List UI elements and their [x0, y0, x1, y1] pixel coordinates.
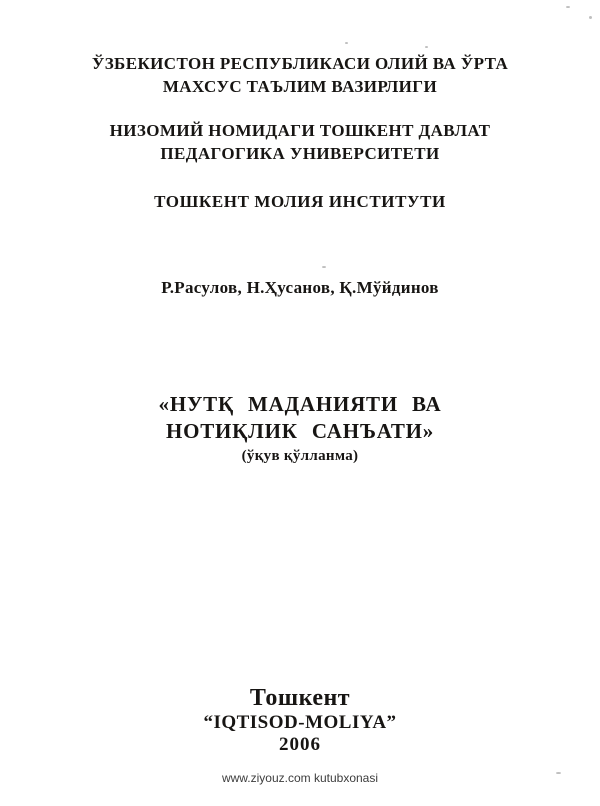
institute-heading — [0, 190, 600, 213]
scan-speck — [322, 266, 326, 268]
imprint-publisher: “IQTISOD-MOLIYA” — [203, 712, 397, 733]
book-title — [0, 391, 600, 466]
ministry-line-2: МАХСУС ТАЪЛИМ ВАЗИРЛИГИ — [162, 77, 438, 96]
institute-line: ТОШКЕНТ МОЛИЯ ИНСТИТУТИ — [154, 192, 446, 211]
authors-line: Р.Расулов, Н.Ҳусанов, Қ.Мўйдинов — [161, 278, 439, 297]
imprint-year: 2006 — [279, 734, 321, 755]
scan-speck — [556, 772, 561, 774]
scan-speck — [589, 16, 592, 19]
book-subtitle: (ўқув қўлланма) — [241, 448, 359, 464]
imprint-block — [0, 684, 600, 756]
university-line-2: ПЕДАГОГИКА УНИВЕРСИТЕТИ — [160, 144, 440, 163]
scan-speck — [425, 46, 428, 48]
book-title-line-1: «НУТҚ МАДАНИЯТИ ВА — [158, 392, 442, 416]
ministry-heading — [0, 52, 600, 98]
imprint-city: Тошкент — [249, 685, 351, 711]
scan-speck — [345, 42, 348, 44]
book-title-line-2: НОТИҚЛИК САНЪАТИ» — [165, 419, 435, 443]
ministry-line-1: ЎЗБЕКИСТОН РЕСПУБЛИКАСИ ОЛИЙ ВА ЎРТА — [91, 54, 509, 73]
footer-watermark: www.ziyouz.com kutubxonasi — [221, 771, 379, 785]
university-heading — [0, 119, 600, 165]
university-line-1: НИЗОМИЙ НОМИДАГИ ТОШКЕНТ ДАВЛАТ — [109, 121, 491, 140]
scan-speck — [566, 6, 570, 8]
